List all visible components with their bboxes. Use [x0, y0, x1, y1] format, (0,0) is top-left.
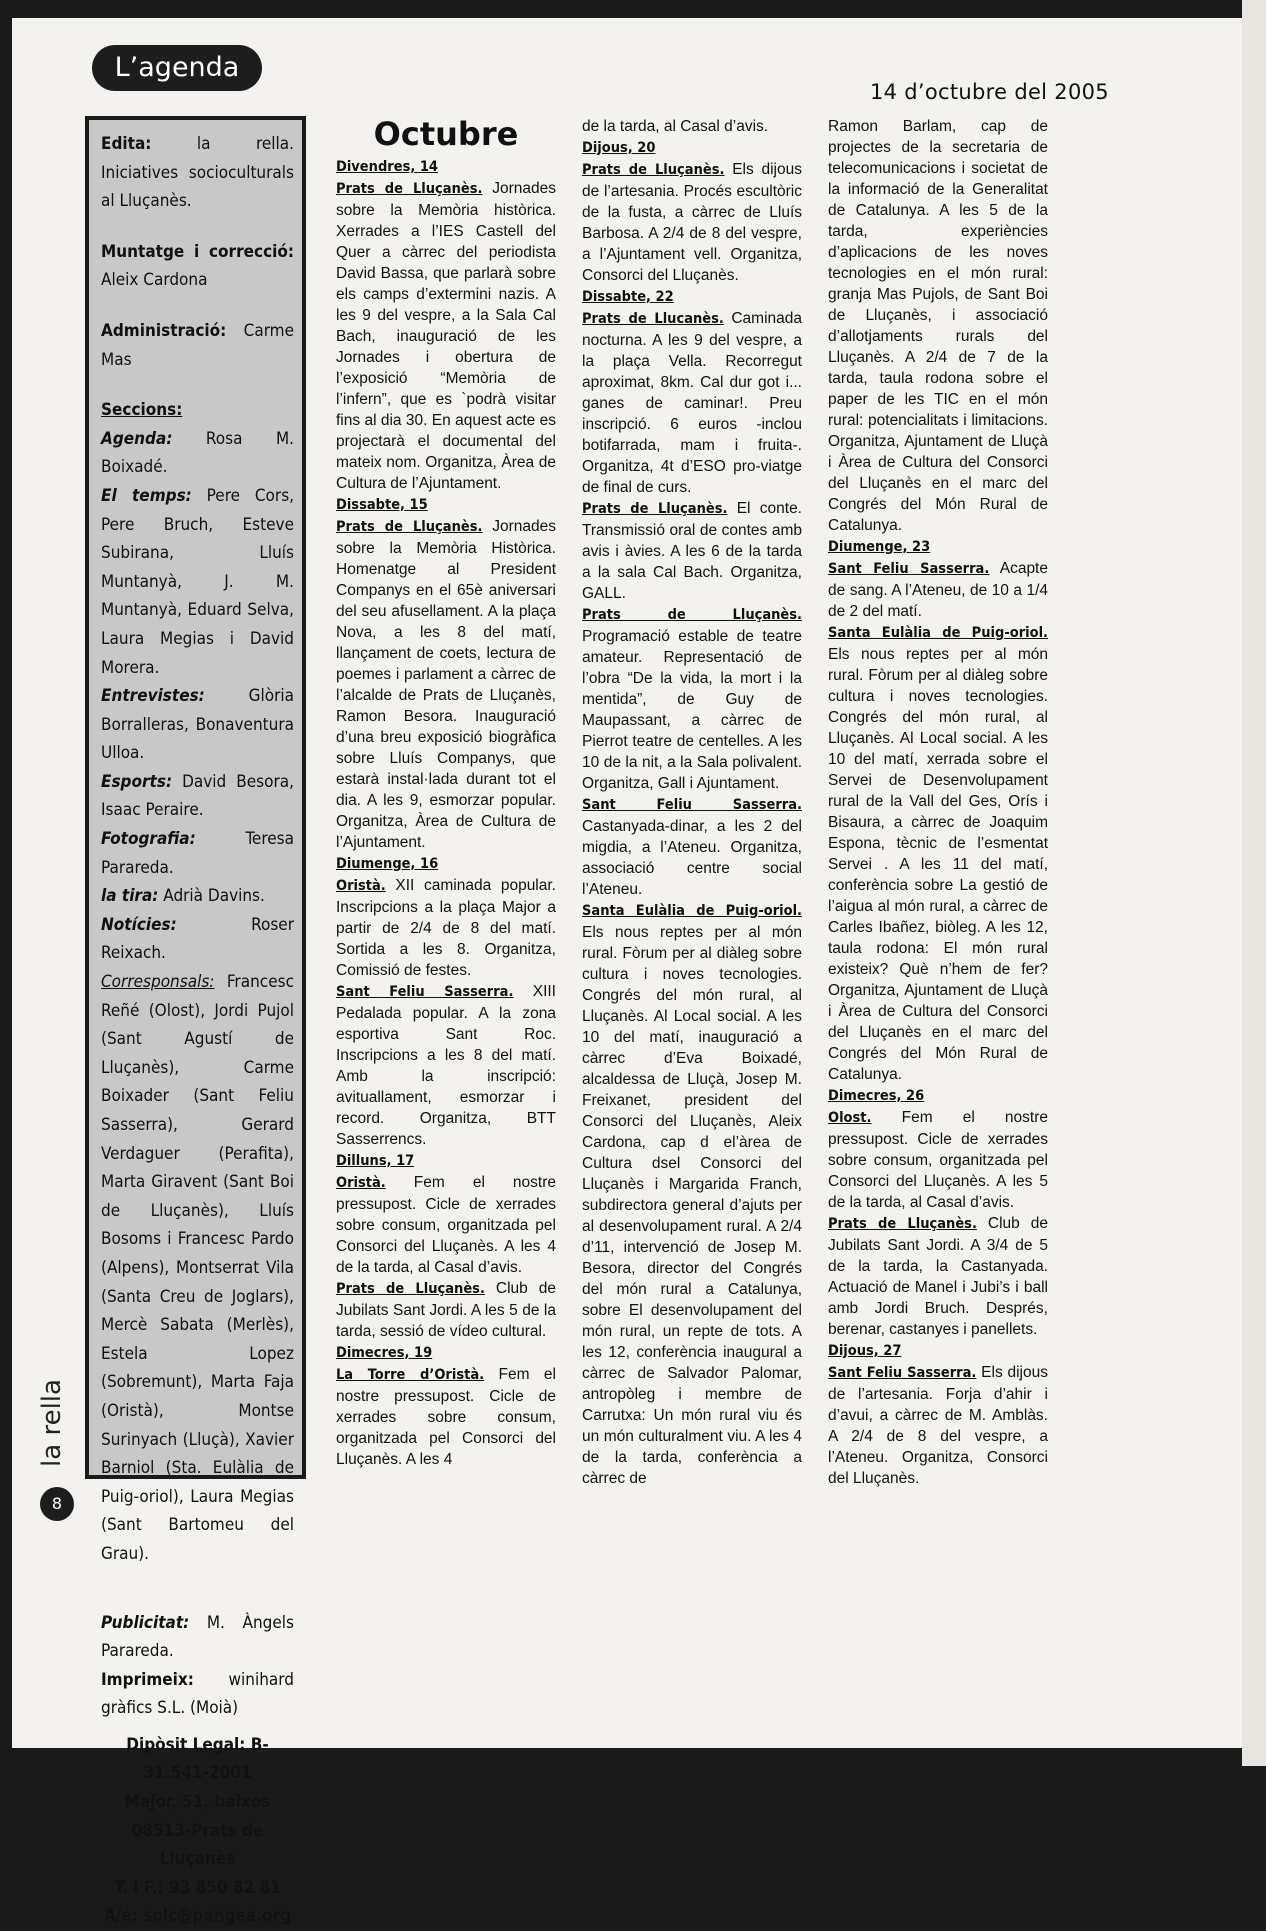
entry-text: Jornades sobre la Memòria Històrica. Homenatge al President Companys en el 65è aniversari del seu afusellament. A la plaça Nova, a les 8 del matí, llançament de coets, lectura de poemes i parlament a càrrec de l’alcalde de Prats de Lluçanès, Ramon Besora. Inauguració d’una breu exposició biogràfica sobre Lluís Companys, que estarà instal·lada durant tot el dia. A les 9, esmorzar popular. Organitza, Àrea de Cultura de l’Ajuntament.	[336, 518, 557, 851]
agenda-day-heading	[828, 536, 1048, 558]
entry-text: Els dijous de l’artesania. Forja d’ahir i d’avui, a càrrec de M. Amblàs. A 2/4 de 8 del vespre, a l’Ateneu. Organitza, Consorci del Lluçanès.	[828, 1364, 1048, 1487]
section-header: L’agenda	[92, 45, 262, 91]
credit-agenda: Agenda: Rosa M. Boixadé.	[101, 428, 295, 478]
agenda-entry	[336, 1278, 556, 1342]
credit-diposit: Dipòsit Legal: B-31.541-2001	[126, 1734, 269, 1784]
credit-address1: Major, 51, baixos	[124, 1792, 271, 1813]
entry-text: Fem el nostre pressupost. Cicle de xerrades sobre consum, organitzada pel Consorci del Lluçanès. A les 4 de la tarda, al Casal d’avis.	[336, 1174, 556, 1276]
credits-box	[85, 116, 306, 1927]
entry-place: Sant Feliu Sasserra.	[336, 984, 514, 1000]
day-label: Diumenge, 16	[336, 856, 439, 872]
agenda-entry	[582, 308, 802, 498]
agenda-day-heading	[828, 1085, 1048, 1107]
agenda-entries-1	[336, 156, 556, 1470]
agenda-day-heading	[336, 853, 556, 875]
month-title: Octubre	[373, 115, 519, 153]
entry-text: Ramon Barlam, cap de projectes de la secretaria de telecomunicacions i societat de la informació de la Generalitat de Catalunya. A les 5 de la tarda, experiències d’aplicacions de les noves tecnologies en el món rural: granja Mas Pujols, de Sant Boi de Lluçanès, i associació d’allotjaments rurals del Lluçanès. A 2/4 de 7 de la tarda, taula rodona sobre el paper de les TIC en el món rural: potencialitats i limitacions. Organitza, Ajuntament de Lluçà i Àrea de Cultura del Consorci del Lluçanès en el marc del Congrés del Món Rural de Catalunya.	[828, 118, 1048, 534]
entry-place: Prats de Lluçanès.	[336, 181, 483, 197]
entry-text: Fem el nostre pressupost. Cicle de xerrades sobre consum, organitzada pel Consorci del Lluçanès. A les 5 de la tarda, al Casal d’avis.	[828, 1109, 1048, 1211]
credit-email: A/e: solc@pangea.org	[103, 1906, 292, 1927]
agenda-column-3	[828, 116, 1048, 1489]
agenda-entry	[582, 794, 802, 900]
entry-text: Els nous reptes per al món rural. Fòrum per al diàleg sobre cultura i noves tecnologies. Congrés del món rural, al Lluçanès. Al Local social. A les 10 del matí, xerrada sobre el Servei de Desenvolupament rural de la Vall del Ges, Orís i Bisaura, a càrrec de Joaquim Espona, tècnic de l’esmentat Servei . A les 11 del matí, conferència sobre La gestió de l’aigua al món rural, a càrrec de Carles Ibañez, biòleg. A les 12, taula rodona: El món rural existeix? Què n’hem de fer? Organitza, Ajuntament de Lluçà i Àrea de Cultura del Consorci del Lluçanès en el marc del Congrés del Món Rural de Catalunya.	[828, 646, 1048, 1083]
agenda-entry	[336, 981, 556, 1150]
entry-place: Santa Eulàlia de Puig-oriol.	[582, 903, 802, 919]
credit-admin: Administració: Carme Mas	[101, 320, 294, 370]
entry-place: Prats de Lluçanès.	[336, 519, 483, 535]
day-label: Dissabte, 22	[582, 289, 674, 305]
entry-text: XIII Pedalada popular. A la zona esportiva Sant Roc. Inscripcions a les 8 del matí. Amb la inscripció: avituallament, esmorzar i record. Organitza, BTT Sasserrencs.	[336, 983, 556, 1148]
entry-place: Oristà.	[336, 1175, 386, 1191]
credit-seccions: Seccions:	[101, 400, 183, 421]
entry-text: Els dijous de l’artesania. Procés escultòric de la fusta, a càrrec de Lluís Barbosa. A 2/4 de 8 del vespre, a l’Ajuntament vell. Organitza, Consorci del Lluçanès.	[582, 161, 802, 284]
agenda-entry	[336, 875, 556, 981]
day-label: Dijous, 20	[582, 140, 656, 156]
entry-text: Jornades sobre la Memòria històrica. Xerrades a l’IES Castell del Quer a càrrec del periodista David Bassa, que parlarà sobre els camps d’extermini nazis. A les 9 del vespre, a la Sala Cal Bach, inauguració de les Jornades i obertura de l’exposició “Memòria de l’infern”, que es `podrà visitar fins al dia 30. En aquest acte es projectarà el documental del mateix nom. Organitza, Àrea de Cultura de l’Ajuntament.	[336, 180, 557, 492]
agenda-entry	[582, 116, 802, 137]
agenda-entry	[828, 1213, 1048, 1340]
entry-place: Prats de Lluçanès.	[582, 607, 802, 623]
day-label: Dimecres, 26	[828, 1088, 925, 1104]
day-label: Dijous, 27	[828, 1343, 902, 1359]
agenda-column-2	[582, 116, 802, 1489]
credit-address2: 08513-Prats de Lluçanès	[131, 1820, 264, 1870]
credit-fotografia: Fotografia: Teresa Parareda.	[101, 829, 294, 878]
entry-place: Santa Eulàlia de Puig-oriol.	[828, 625, 1048, 641]
agenda-day-heading	[582, 286, 802, 308]
agenda-entry	[582, 159, 802, 286]
agenda-entry	[828, 1362, 1048, 1489]
credit-imprimeix: Imprimeix: winihard gràfics S.L. (Moià)	[101, 1669, 294, 1719]
entry-text: Acapte de sang. A l’Ateneu, de 10 a 1/4 de 2 del matí.	[828, 560, 1048, 620]
day-label: Diumenge, 23	[828, 539, 931, 555]
entry-place: Prats de Lluçanès.	[828, 1216, 977, 1232]
agenda-entry	[336, 516, 556, 853]
entry-text: Castanyada-dinar, a les 2 del migdia, a l’Ateneu. Organitza, associació centre social l’Ateneu.	[582, 818, 802, 898]
credit-phone: T. i F.: 93 850 82 81	[114, 1877, 281, 1898]
entry-text: XII caminada popular. Inscripcions a la plaça Major a partir de 2/4 de 8 del matí. Sortida a les 8. Organitza, Comissió de festes.	[336, 877, 556, 979]
day-label: Dimecres, 19	[336, 1345, 433, 1361]
day-label: Divendres, 14	[336, 159, 438, 175]
entry-place: Olost.	[828, 1110, 872, 1126]
credit-corresponsals: Corresponsals: Francesc Reñé (Olost), Jordi Pujol (Sant Agustí de Lluçanès), Carme Boixader (Sant Feliu Sasserra), Gerard Verdaguer (Perafita), Marta Giravent (Sant Boi de Lluçanès), Lluís Bosoms i Francesc Pardo (Alpens), Montserrat Vila (Santa Creu de Joglars), Mercè Sabata (Merlès), Estela Lopez (Sobremunt), Marta Faja (Oristà), Montse Surinyach (Lluçà), Xavier Barniol (Sta. Eulàlia de Puig-oriol), Laura Megias (Sant Bartomeu del Grau).	[101, 972, 294, 1564]
credit-temps: El temps: Pere Cors, Pere Bruch, Esteve Subirana, Lluís Muntanyà, J. M. Muntanyà, Eduard Selva, Laura Megias i David Morera.	[101, 485, 295, 678]
entry-text: de la tarda, al Casal d’avis.	[582, 118, 769, 135]
entry-place: La Torre d’Oristà.	[336, 1367, 485, 1383]
entry-place: Sant Feliu Sasserra.	[828, 1365, 977, 1381]
agenda-day-heading	[336, 1342, 556, 1364]
entry-text: Fem el nostre pressupost. Cicle de xerrades sobre consum, organitzada pel Consorci del Lluçanès. A les 4	[336, 1366, 556, 1468]
agenda-entry	[828, 622, 1048, 1085]
entry-place: Prats de Lluçanès.	[336, 1281, 485, 1297]
agenda-day-heading	[336, 494, 556, 516]
credit-noticies: Notícies: Roser Reixach.	[101, 914, 294, 964]
entry-text: Club de Jubilats Sant Jordi. A 3/4 de 5 de la tarda, la Castanyada. Actuació de Manel i Jubi’s i ball amb Jordi Bruch. Després, berenar, castanyes i panellets.	[828, 1215, 1049, 1338]
agenda-entry	[828, 116, 1048, 536]
credit-entrevistes: Entrevistes: Glòria Borralleras, Bonaventura Ulloa.	[101, 686, 294, 764]
day-label: Dissabte, 15	[336, 497, 428, 513]
agenda-entry	[828, 1107, 1048, 1213]
agenda-day-heading	[828, 1340, 1048, 1362]
agenda-column-1	[336, 116, 556, 1470]
entry-text: El conte. Transmissió oral de contes amb avis i àvies. A les 6 de la tarda a la sala Cal Bach. Organitza, GALL.	[582, 500, 802, 602]
entry-text: Caminada nocturna. A les 9 del vespre, a la plaça Vella. Recorregut aproximat, 8km. Cal dur got i... ganes de caminar!. Preu inscripció. 6 euros -inclou botifarrada, mam i fruita-. Organitza, 4t d’ESO pro-viatge de final de curs.	[582, 310, 802, 496]
credit-esports: Esports: David Besora, Isaac Peraire.	[101, 771, 294, 821]
entry-place: Sant Feliu Sasserra.	[828, 561, 990, 577]
credit-edita: Edita: la rella. Iniciatives socioculturals al Lluçanès.	[101, 134, 294, 212]
day-label: Dilluns, 17	[336, 1153, 415, 1169]
agenda-entry	[582, 498, 802, 604]
agenda-entry	[582, 900, 802, 1489]
agenda-entry	[336, 1172, 556, 1278]
credit-muntatge: Muntatge i correcció: Aleix Cardona	[101, 241, 294, 291]
agenda-entry	[582, 604, 802, 794]
entry-place: Prats de Lluçanès.	[582, 501, 728, 517]
entry-place: Oristà.	[336, 878, 386, 894]
page-number: 8	[40, 1487, 74, 1521]
agenda-entry	[336, 1364, 556, 1470]
credit-publicitat: Publicitat: M. Àngels Parareda.	[101, 1612, 294, 1662]
entry-place: Sant Feliu Sasserra.	[582, 797, 802, 813]
page-edge	[1242, 0, 1266, 1766]
entry-text: Programació estable de teatre amateur. Representació de l’obra “De la vida, la mort i la mentida”, de Guy de Maupassant, a càrrec de Pierrot teatre de centelles. A les 10 de la nit, a la Sala polivalent. Organitza, Gall i Ajuntament.	[582, 628, 802, 792]
credit-tira: la tira: Adrià Davins.	[101, 886, 265, 907]
publication-side-label: la rella	[37, 1379, 67, 1467]
agenda-day-heading	[336, 156, 556, 178]
agenda-entry	[828, 558, 1048, 622]
entry-place: Prats de Llucanès.	[582, 311, 724, 327]
entry-text: Club de Jubilats Sant Jordi. A les 5 de la tarda, sessió de vídeo cultural.	[336, 1280, 557, 1340]
issue-date: 14 d’octubre del 2005	[870, 80, 1109, 104]
agenda-day-heading	[336, 1150, 556, 1172]
agenda-day-heading	[582, 137, 802, 159]
entry-place: Prats de Lluçanès.	[582, 162, 725, 178]
entry-text: Els nous reptes per al món rural. Fòrum per al diàleg sobre cultura i noves tecnologies. Congrés del món rural, al Lluçanès. Al Local social. A les 10 del matí, inauguració a càrrec d’Eva Boixadé, alcaldessa de Lluçà, Josep M. Freixanet, president del Consorci del Lluçanès, Aleix Cardona, cap d el’àrea de Cultura dsel Consorci del Lluçanès i Margarida Franch, subdirectora general d’ajuts per al desenvolupament rural. A 2/4 d’11, intervenció de Josep M. Besora, director del Congrés del món rural a Catalunya, sobre El desenvolupament del món rural, un repte de tots. A les 12, conferència inaugural a càrrec de Salvador Palomar, antropòleg i membre de Carrutxa: Un món rural viu és un món culturalment viu. A les 4 de la tarda, conferència a càrrec de	[582, 924, 802, 1487]
agenda-entry	[336, 178, 556, 494]
